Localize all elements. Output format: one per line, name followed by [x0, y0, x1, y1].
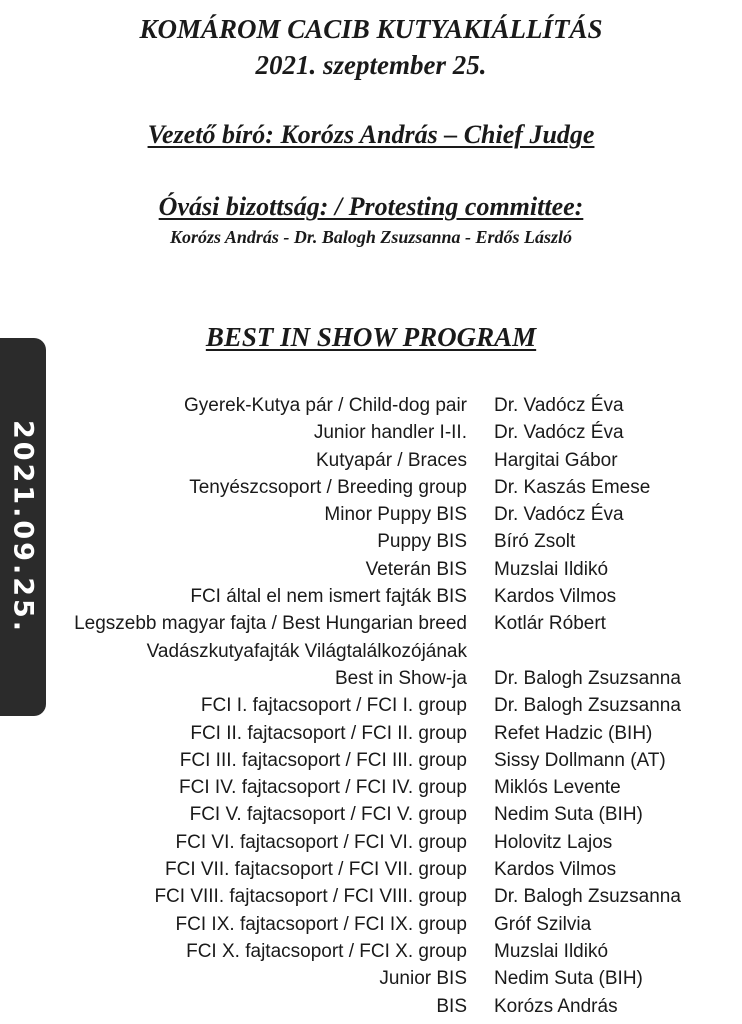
program-judge: Dr. Vadócz Éva [494, 422, 624, 444]
program-category: Legszebb magyar fajta / Best Hungarian breed [74, 613, 467, 635]
protesting-committee-heading: Óvási bizottság: / Protesting committee: [158, 192, 584, 221]
program-judge: Muzslai Ildikó [494, 940, 609, 962]
program-category: FCI II. fajtacsoport / FCI II. group [190, 722, 467, 744]
program-category: Veterán BIS [365, 558, 467, 580]
program-category: Junior BIS [379, 968, 467, 990]
program-row [0, 474, 742, 501]
program-row [0, 419, 742, 446]
program-row [0, 747, 742, 774]
program-heading: BEST IN SHOW PROGRAM [205, 322, 537, 352]
show-date: 2021. szeptember 25. [255, 50, 487, 80]
program-category: BIS [436, 995, 467, 1017]
program-judge: Dr. Balogh Zsuzsanna [494, 886, 681, 908]
program-row [0, 638, 742, 665]
program-category: Junior handler I-II. [313, 422, 467, 444]
program-row [0, 392, 742, 419]
program-row [0, 911, 742, 938]
chief-judge-heading: Vezető bíró: Korózs András – Chief Judge [147, 120, 595, 149]
program-judge: Refet Hadzic (BIH) [494, 722, 653, 744]
program-judge: Dr. Balogh Zsuzsanna [494, 695, 681, 717]
program-judge: Dr. Kaszás Emese [494, 476, 651, 498]
program-category: Puppy BIS [377, 531, 467, 553]
program-judge: Sissy Dollmann (AT) [494, 749, 666, 771]
program-category: Kutyapár / Braces [315, 449, 467, 471]
program-category: Minor Puppy BIS [324, 504, 467, 526]
program-row [0, 965, 742, 992]
program-row [0, 829, 742, 856]
program-row [0, 993, 742, 1020]
program-judge: Nedim Suta (BIH) [494, 804, 643, 826]
program-category: FCI VIII. fajtacsoport / FCI VIII. group [154, 886, 467, 908]
program-category: FCI IV. fajtacsoport / FCI IV. group [179, 777, 467, 799]
program-category: FCI III. fajtacsoport / FCI III. group [179, 749, 467, 771]
program-row [0, 501, 742, 528]
side-tab-date: 2021.09.25. [7, 419, 39, 635]
program-category: FCI X. fajtacsoport / FCI X. group [186, 940, 467, 962]
program-category: Gyerek-Kutya pár / Child-dog pair [183, 395, 467, 416]
program-judge: Hargitai Gábor [494, 449, 618, 471]
program-list [0, 392, 742, 1020]
program-row [0, 556, 742, 583]
program-judge: Dr. Vadócz Éva [494, 504, 624, 526]
program-judge: Gróf Szilvia [494, 913, 592, 935]
program-row [0, 692, 742, 719]
program-category: FCI I. fajtacsoport / FCI I. group [200, 695, 467, 717]
program-judge: Kardos Vilmos [494, 859, 617, 881]
program-judge: Korózs András [494, 995, 618, 1017]
program-category: FCI VII. fajtacsoport / FCI VII. group [165, 859, 467, 881]
program-row [0, 856, 742, 883]
program-category: FCI IX. fajtacsoport / FCI IX. group [175, 913, 467, 935]
program-judge: Holovitz Lajos [494, 831, 613, 853]
program-row [0, 774, 742, 801]
program-judge: Muzslai Ildikó [494, 558, 609, 580]
program-row [0, 583, 742, 610]
program-category: Vadászkutyafajták Világtalálkozójának [146, 640, 467, 662]
program-judge: Bíró Zsolt [494, 531, 576, 553]
program-judge: Kotlár Róbert [494, 613, 606, 635]
program-row [0, 528, 742, 555]
program-row [0, 610, 742, 637]
program-judge: Dr. Balogh Zsuzsanna [494, 667, 681, 689]
program-row [0, 938, 742, 965]
program-row [0, 447, 742, 474]
program-judge: Dr. Vadócz Éva [494, 395, 624, 416]
program-judge: Nedim Suta (BIH) [494, 968, 643, 990]
protesting-committee-members: Korózs András - Dr. Balogh Zsuzsanna - Erdős László [170, 227, 572, 247]
program-row [0, 665, 742, 692]
program-row [0, 883, 742, 910]
program-category: FCI VI. fajtacsoport / FCI VI. group [175, 831, 467, 853]
program-category: Tenyészcsoport / Breeding group [189, 476, 467, 498]
program-judge: Miklós Levente [494, 777, 621, 799]
program-row [0, 801, 742, 828]
show-title: KOMÁROM CACIB KUTYAKIÁLLÍTÁS [139, 14, 603, 44]
program-judge: Kardos Vilmos [494, 586, 617, 608]
program-category: FCI V. fajtacsoport / FCI V. group [189, 804, 467, 826]
program-category: Best in Show-ja [334, 667, 467, 689]
program-row [0, 720, 742, 747]
program-category: FCI által el nem ismert fajták BIS [190, 586, 467, 608]
